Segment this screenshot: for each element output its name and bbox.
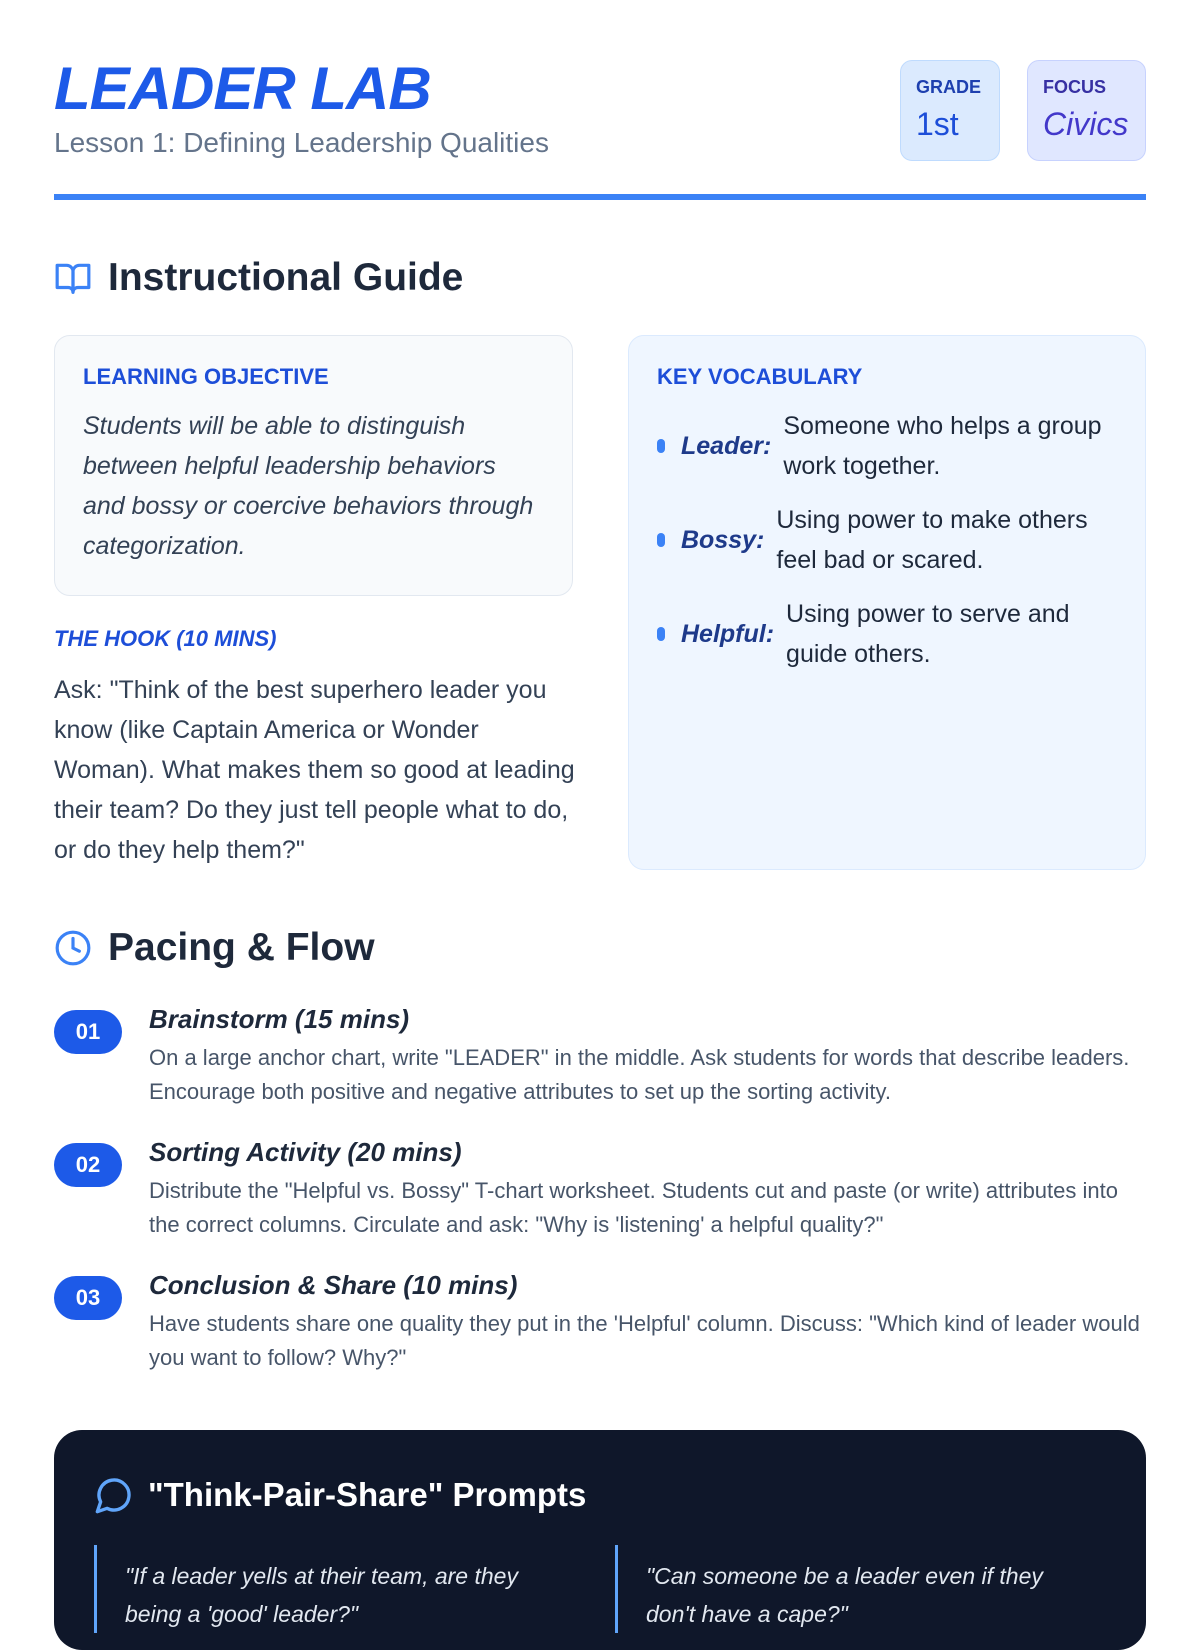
focus-value: Civics xyxy=(1043,106,1129,142)
book-open-icon xyxy=(54,259,92,297)
hook-text: Ask: "Think of the best superhero leader you know (like Captain America or Wonder Woman). What makes them so good at leading their team? Do they just tell people what to do, or do they help them?" xyxy=(54,676,575,864)
chat-bubble-icon xyxy=(94,1475,134,1515)
vocab-term: Leader: xyxy=(681,431,772,460)
objective-text: Students will be able to distinguish between helpful leadership behaviors and bossy or coercive behaviors through categorization. xyxy=(83,412,534,560)
pacing-step xyxy=(54,1137,1146,1242)
vocab-term: Helpful: xyxy=(681,619,775,648)
vocab-item xyxy=(657,406,1117,486)
step-number: 01 xyxy=(54,1010,122,1054)
step-number: 03 xyxy=(54,1276,122,1320)
key-vocabulary-card xyxy=(628,335,1146,870)
vocab-label: KEY VOCABULARY xyxy=(657,364,863,389)
vocab-term: Bossy: xyxy=(681,525,765,554)
clock-icon xyxy=(54,929,92,967)
learning-objective-card xyxy=(54,335,573,596)
prompts-heading xyxy=(94,1475,586,1515)
vocab-def: Using power to make others feel bad or scared. xyxy=(776,506,1088,574)
focus-label: FOCUS xyxy=(1043,77,1106,97)
focus-badge xyxy=(1027,60,1146,161)
pacing-step xyxy=(54,1004,1146,1109)
step-title: Conclusion & Share (10 mins) xyxy=(149,1270,518,1300)
pacing-step xyxy=(54,1270,1146,1375)
step-desc: On a large anchor chart, write "LEADER" in the middle. Ask students for words that describe leaders. Encourage both positive and negative attributes to set up the sorting activity. xyxy=(149,1045,1130,1104)
page-title: LEADER LAB xyxy=(54,55,431,122)
grade-badge xyxy=(900,60,1000,161)
vocab-def: Using power to serve and guide others. xyxy=(786,600,1070,668)
lesson-subtitle: Lesson 1: Defining Leadership Qualities xyxy=(54,127,549,158)
heading-text: Instructional Guide xyxy=(108,256,464,299)
hook-label: THE HOOK (10 MINS) xyxy=(54,626,277,651)
prompt-quote: "If a leader yells at their team, are they being a 'good' leader?" xyxy=(94,1545,534,1633)
heading-text: Pacing & Flow xyxy=(108,926,375,969)
header-divider xyxy=(54,194,1146,200)
step-title: Sorting Activity (20 mins) xyxy=(149,1137,462,1167)
step-title: Brainstorm (15 mins) xyxy=(149,1004,410,1034)
step-desc: Distribute the "Helpful vs. Bossy" T-chart worksheet. Students cut and paste (or write) attributes into the correct columns. Circulate and ask: "Why is 'listening' a helpful quality?" xyxy=(149,1178,1118,1237)
heading-text: "Think-Pair-Share" Prompts xyxy=(148,1476,587,1513)
grade-label: GRADE xyxy=(916,77,982,97)
bullet-icon xyxy=(657,533,665,547)
vocab-item xyxy=(657,594,1117,674)
objective-label: LEARNING OBJECTIVE xyxy=(83,364,329,389)
instructional-guide-heading xyxy=(54,256,463,300)
vocab-def: Someone who helps a group work together. xyxy=(783,412,1102,480)
vocab-item xyxy=(657,500,1117,580)
prompt-quote: "Can someone be a leader even if they don't have a cape?" xyxy=(615,1545,1055,1633)
step-number: 02 xyxy=(54,1143,122,1187)
step-desc: Have students share one quality they put in the 'Helpful' column. Discuss: "Which kind of leader would you want to follow? Why?" xyxy=(149,1311,1140,1370)
bullet-icon xyxy=(657,627,665,641)
grade-value: 1st xyxy=(916,106,959,142)
bullet-icon xyxy=(657,439,665,453)
pacing-heading xyxy=(54,926,375,970)
